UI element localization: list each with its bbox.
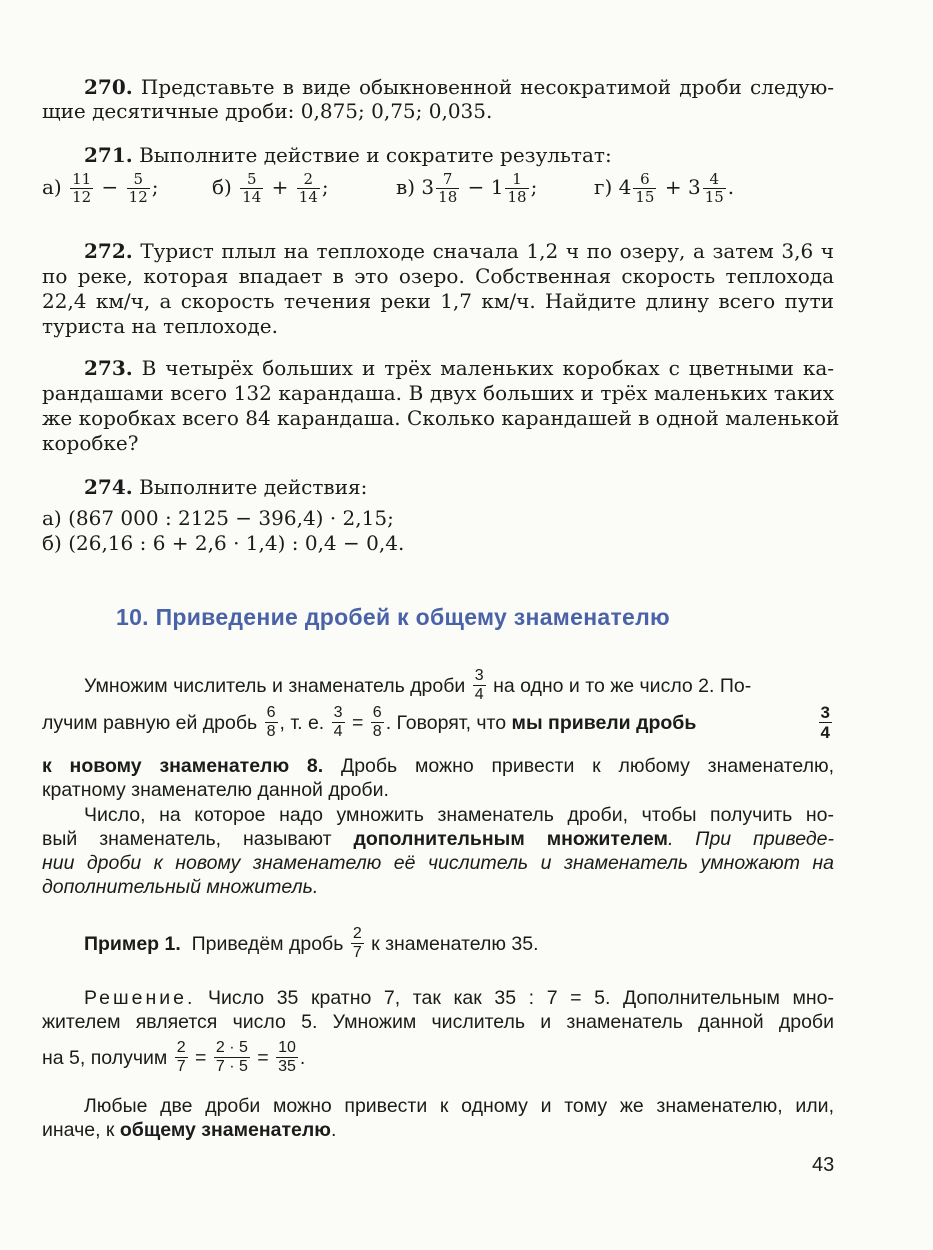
- theory-line2: лучим равную ей дробь $\frac{6}{8}$ , т. е. $\frac{3}{4}$ = $\frac{6}{8}$ . Говорят, что мы привели дробь $\frac{3}{4}$: [42, 703, 830, 742]
- fraction: $\frac{2 \cdot 5}{7 \cdot 5}$: [215, 1039, 248, 1075]
- theory-line4: кратному знаменателю данной дроби.: [42, 779, 389, 801]
- problem-number: 270.: [84, 75, 133, 99]
- problem-272-line2: по реке, которая впадает в это озеро. Собственная скорость теплохода: [42, 264, 834, 288]
- problem-270-line2: щие десятичные дроби: 0,875; 0,75; 0,035.: [42, 99, 493, 123]
- problem-271-line1: [84, 142, 876, 168]
- problem-273-line4: коробке?: [42, 431, 139, 455]
- bold-term: общему знаменателю: [119, 1119, 331, 1141]
- item-label: г): [594, 175, 613, 199]
- problem-text: Выполните действие и сократите результат:: [139, 143, 612, 167]
- bold-term: дополнительным множителем: [353, 828, 668, 850]
- item-271-d: г) 4 $\frac{6}{15}$ + 3 $\frac{4}{15}$ .: [594, 170, 735, 206]
- problem-text: В четырёх больших и трёх маленьких коробках с цветными ка-: [141, 356, 834, 380]
- problem-273-line3: же коробках всего 84 карандаша. Сколько карандашей в одной маленькой: [42, 406, 840, 430]
- item-271-b: б) $\frac{5}{14}$ + $\frac{2}{14}$ ;: [212, 170, 329, 206]
- problem-272-line1: [84, 238, 834, 264]
- problem-270-line1: [84, 74, 834, 100]
- problem-274-b: б) (26,16 : 6 + 2,6 · 1,4) : 0,4 − 0,4.: [42, 531, 405, 555]
- fraction: $\frac{2}{7}$: [176, 1039, 186, 1075]
- theory-line7: нии дроби к новому знаменателю её числитель и знаменатель умножают на: [42, 852, 834, 874]
- page-number: 43: [812, 1154, 835, 1176]
- example-heading: Пример 1. Приведём дробь $\frac{2}{7}$ к знаменателю 35.: [84, 925, 539, 961]
- solution-line1: Решение. Число 35 кратно 7, так как 35 : 7 = 5. Дополнительным мно-: [84, 987, 835, 1009]
- item-label: а): [42, 175, 62, 199]
- item-271-c: в) 3 $\frac{7}{18}$ − 1 $\frac{1}{18}$ ;: [396, 170, 538, 206]
- problem-273-line2: рандашами всего 132 карандаша. В двух больших и трёх маленьких таких: [42, 381, 834, 405]
- problem-274-line1: [84, 474, 876, 500]
- section-title: 10. Приведение дробей к общему знаменателю: [116, 604, 670, 630]
- theory-line1: Умножим числитель и знаменатель дроби $\frac{3}{4}$ на одно и то же число 2. По-: [84, 667, 752, 703]
- fraction: $\frac{7}{18}$: [438, 170, 458, 206]
- problem-number: 271.: [84, 143, 133, 167]
- fraction: $\frac{3}{4}$: [333, 704, 343, 740]
- operator: −: [467, 175, 485, 199]
- problem-text: Турист плыл на теплоходе сначала 1,2 ч по озеру, а затем 3,6 ч: [140, 239, 834, 263]
- problem-274-a: а) (867 000 : 2125 − 396,4) · 2,15;: [42, 506, 394, 530]
- fraction: $\frac{10}{35}$: [278, 1039, 296, 1075]
- theory-line6: вый знаменатель, называют дополнительным множителем. При приведе-: [42, 828, 835, 850]
- operator: +: [271, 175, 289, 199]
- theory-line8: дополнительный множитель.: [42, 876, 319, 898]
- problem-272-line3: 22,4 км/ч, а скорость течения реки 1,7 км/ч. Найдите длину всего пути: [42, 289, 834, 313]
- fraction: $\frac{2}{14}$: [298, 170, 318, 206]
- problem-text: Представьте в виде обыкновенной несократимой дроби следую-: [140, 75, 834, 99]
- problem-text: Выполните действия:: [139, 475, 368, 499]
- fraction: $\frac{6}{8}$: [372, 704, 382, 740]
- solution-label: Решение.: [84, 987, 196, 1009]
- problem-number: 274.: [84, 475, 133, 499]
- fraction: $\frac{3}{4}$: [474, 667, 484, 703]
- theory-line5: Число, на которое надо умножить знаменатель дроби, чтобы получить но-: [84, 804, 834, 826]
- solution-line2: жителем является число 5. Умножим числитель и знаменатель данной дроби: [42, 1011, 834, 1033]
- example-label: Пример 1.: [84, 932, 181, 955]
- fraction: $\frac{6}{8}$: [266, 704, 276, 740]
- problem-number: 272.: [84, 239, 133, 263]
- item-271-a: а) $\frac{11}{12}$ − $\frac{5}{12}$ ;: [42, 170, 159, 206]
- problem-272-line4: туриста на теплоходе.: [42, 314, 278, 338]
- problem-273-line1: [84, 355, 834, 381]
- solution-line3: на 5, получим $\frac{2}{7}$ = $\frac{2 \cdot 5}{7 \cdot 5}$ = $\frac{10}{35}$ .: [42, 1039, 306, 1075]
- problem-number: 273.: [84, 356, 133, 380]
- fraction: $\frac{3}{4}$: [820, 703, 830, 742]
- fraction: $\frac{11}{12}$: [72, 170, 92, 206]
- operator: −: [101, 175, 119, 199]
- fraction: $\frac{1}{18}$: [507, 170, 527, 206]
- bold-term: к новому знаменателю 8.: [42, 755, 324, 777]
- bold-term: мы привели дробь: [511, 711, 697, 734]
- theory-line3: к новому знаменателю 8. Дробь можно привести к любому знаменателю,: [42, 755, 835, 777]
- item-label: б): [212, 175, 232, 199]
- fraction: $\frac{2}{7}$: [352, 925, 362, 961]
- fraction: $\frac{4}{15}$: [704, 170, 724, 206]
- fraction: $\frac{5}{14}$: [242, 170, 262, 206]
- final-line2: иначе, к общему знаменателю.: [42, 1119, 337, 1141]
- operator: +: [664, 175, 682, 199]
- fraction: $\frac{6}{15}$: [635, 170, 655, 206]
- item-label: в): [396, 175, 416, 199]
- fraction: $\frac{5}{12}$: [128, 170, 148, 206]
- final-line1: Любые две дроби можно привести к одному и тому же знаменателю, или,: [84, 1095, 834, 1117]
